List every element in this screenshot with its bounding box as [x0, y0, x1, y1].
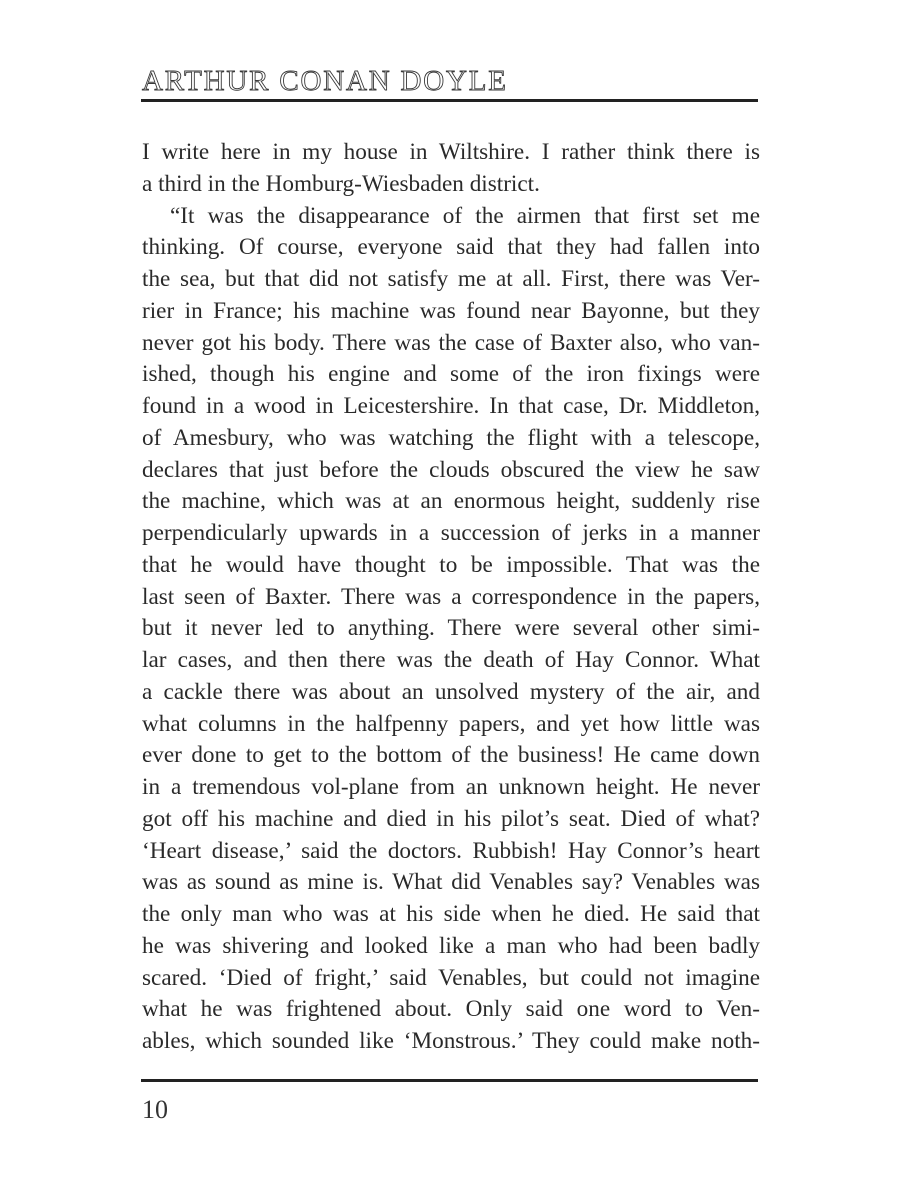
text-line: ished, though his engine and some of the iron fixings were — [142, 361, 760, 388]
text-line: what columns in the halfpenny papers, and yet how little was — [142, 710, 760, 737]
text-line: the sea, but that did not satisfy me at all. First, there was Ver- — [142, 266, 760, 292]
text-line: declares that just before the clouds obscured the view he saw — [142, 456, 760, 483]
text-line: rier in France; his machine was found near Bayonne, but they — [142, 297, 760, 324]
text-line: lar cases, and then there was the death of Hay Connor. What — [142, 647, 760, 673]
body-text — [142, 137, 760, 1058]
page-number: 10 — [142, 1095, 168, 1124]
text-line: of Amesbury, who was watching the flight with a telescope, — [142, 424, 760, 451]
text-line: found in a wood in Leicestershire. In that case, Dr. Middleton, — [142, 393, 760, 419]
text-line: ever done to get to the bottom of the business! He came down — [142, 742, 760, 769]
text-line: ables, which sounded like ‘Monstrous.’ They could make noth- — [142, 1028, 760, 1054]
text-line: never got his body. There was the case of Baxter also, who van- — [142, 329, 760, 356]
text-line: in a tremendous vol-plane from an unknown height. He never — [142, 774, 760, 800]
text-line: he was shivering and looked like a man who had been badly — [142, 932, 760, 959]
text-line: a cackle there was about an unsolved mystery of the air, and — [142, 678, 760, 705]
running-header-title: ARTHUR CONAN DOYLE — [142, 65, 508, 97]
text-line: got off his machine and died in his pilot’s seat. Died of what? — [142, 805, 760, 832]
text-line: what he was frightened about. Only said one word to Ven- — [142, 996, 760, 1023]
text-line: scared. ‘Died of fright,’ said Venables, but could not imagine — [142, 964, 760, 991]
text-line: the machine, which was at an enormous height, suddenly rise — [142, 488, 760, 515]
text-line: the only man who was at his side when he died. He said that — [142, 901, 760, 927]
text-line: that he would have thought to be impossible. That was the — [142, 551, 760, 578]
text-line: last seen of Baxter. There was a correspondence in the papers, — [142, 583, 760, 610]
text-line: ‘Heart disease,’ said the doctors. Rubbish! Hay Connor’s heart — [142, 837, 760, 864]
text-line: was as sound as mine is. What did Venables say? Venables was — [142, 869, 760, 896]
footer-rule — [141, 1079, 758, 1082]
text-line: I write here in my house in Wiltshire. I rather think there is — [142, 139, 760, 165]
text-line: “It was the disappearance of the airmen that first set me — [170, 202, 760, 229]
header-rule — [141, 99, 758, 102]
text-line: perpendicularly upwards in a succession of jerks in a manner — [142, 520, 760, 546]
text-line: a third in the Homburg-Wiesbaden district. — [142, 170, 540, 197]
text-line: thinking. Of course, everyone said that they had fallen into — [142, 234, 760, 261]
text-line: but it never led to anything. There were several other simi- — [142, 615, 760, 642]
